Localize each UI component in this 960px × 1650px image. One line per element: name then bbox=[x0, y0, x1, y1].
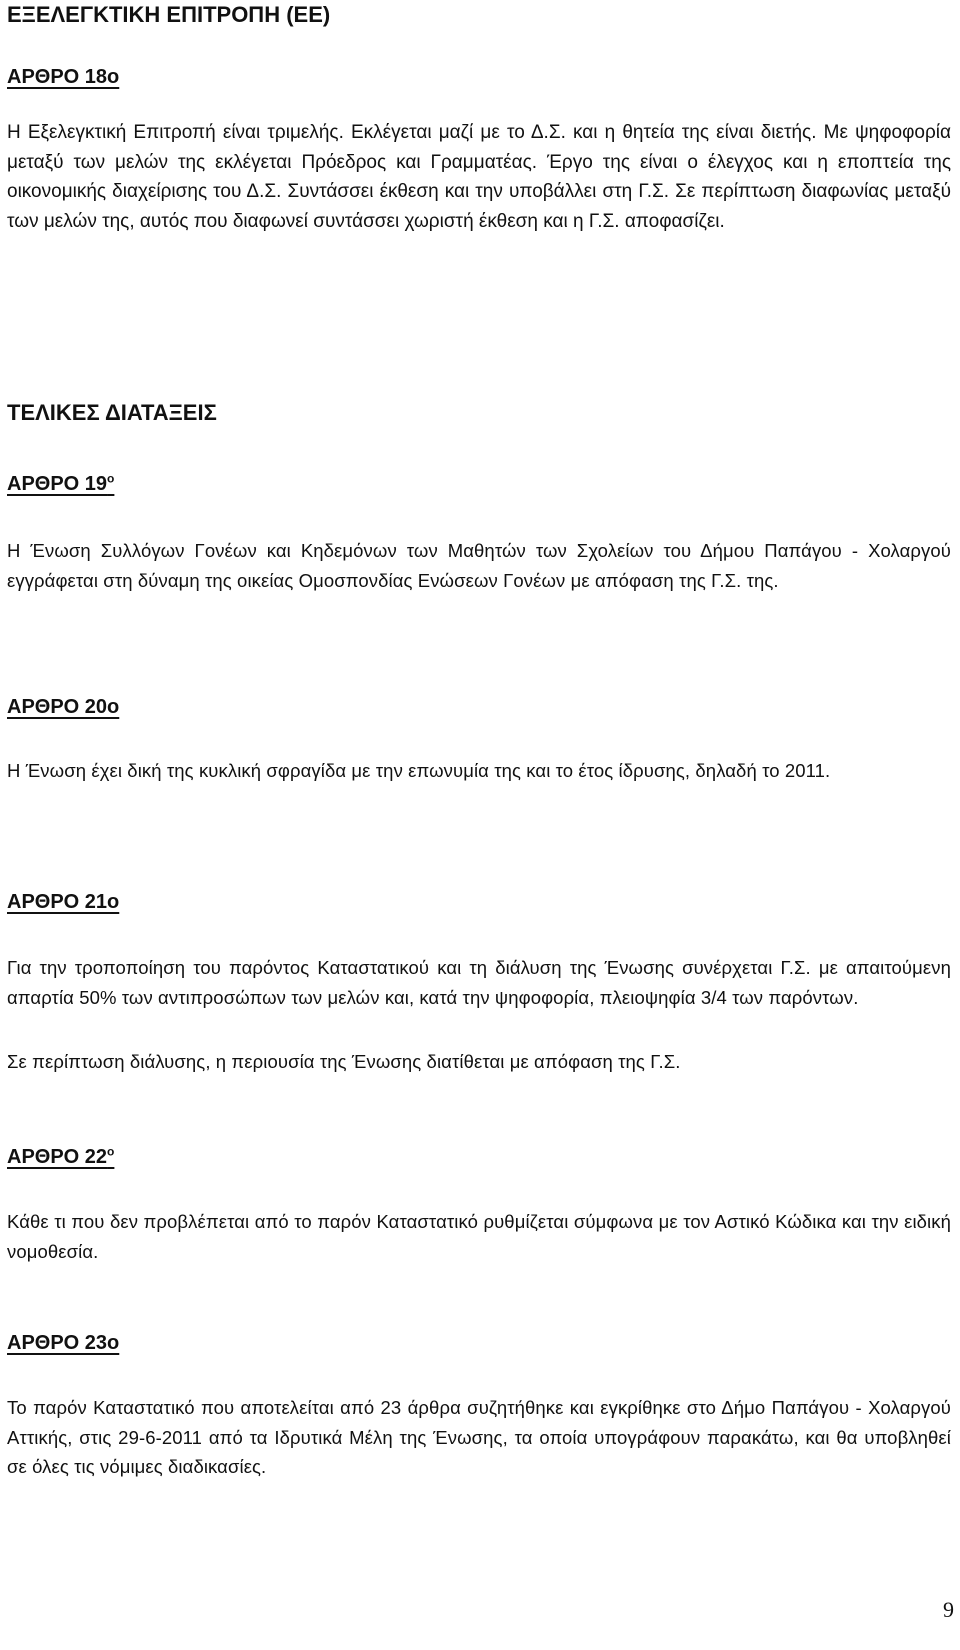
article-20-title: ΑΡΘΡΟ 20ο bbox=[7, 696, 120, 718]
section-title-final-provisions: ΤΕΛΙΚΕΣ ΔΙΑΤΑΞΕΙΣ bbox=[7, 400, 217, 425]
article-22-title: ΑΡΘΡΟ 22 bbox=[7, 1146, 108, 1168]
article-19-title: ΑΡΘΡΟ 19 bbox=[7, 473, 108, 495]
article-18-text: Η Εξελεγκτική Επιτροπή είναι τριμελής. Εκλέγεται μαζί με το Δ.Σ. και η θητεία της είναι διετής. Με ψηφοφορία μεταξύ των μελών της εκλέγεται Πρόεδρος και Γραμματέας. Έργο της είναι ο έλεγχος και η εποπτεία της οικονομικής διαχείρισης του Δ.Σ. Συντάσσει έκθεση και την υποβάλλει στη Γ.Σ. Σε περίπτωση διαφωνίας μεταξύ των μελών της, αυτός που διαφωνεί συντάσσει χωριστή έκθεση και η Γ.Σ. αποφασίζει. bbox=[7, 122, 951, 232]
article-23-text: Το παρόν Καταστατικό που αποτελείται από 23 άρθρα συζητήθηκε και εγκρίθηκε στο Δήμο Παπάγου - Χολαργού Αττικής, στις 29-6-2011 από τα Ιδρυτικά Μέλη της Ένωσης, τα οποία υπογράφουν παρακάτω, και θα υποβληθεί σε όλες τις νόμιμες διαδικασίες. bbox=[7, 1397, 951, 1477]
article-19-title-superscript: ο bbox=[107, 471, 115, 486]
section-title-audit-committee: ΕΞΕΛΕΓΚΤΙΚΗ ΕΠΙΤΡΟΠΗ (ΕΕ) bbox=[7, 2, 331, 27]
article-22-text: Κάθε τι που δεν προβλέπεται από το παρόν Καταστατικό ρυθμίζεται σύμφωνα με τον Αστικό Κώδικα και την ειδική νομοθεσία. bbox=[7, 1211, 951, 1262]
article-21-text: Για την τροποποίηση του παρόντος Καταστατικού και τη διάλυση της Ένωσης συνέρχεται Γ.Σ. με απαιτούμενη απαρτία 50% των αντιπροσώπων των μελών και, κατά την ψηφοφορία, πλειοψηφία 3/4 των παρόντων. bbox=[7, 957, 951, 1008]
article-19-text: Η Ένωση Συλλόγων Γονέων και Κηδεμόνων των Μαθητών των Σχολείων του Δήμου Παπάγου - Χολαργού εγγράφεται στη δύναμη της οικείας Ομοσπονδίας Ενώσεων Γονέων με απόφαση της Γ.Σ. της. bbox=[7, 540, 951, 591]
page-number: 9 bbox=[943, 1597, 954, 1622]
article-22-title-superscript: ο bbox=[107, 1144, 115, 1159]
article-20-text: Η Ένωση έχει δική της κυκλική σφραγίδα με την επωνυμία της και το έτος ίδρυσης, δηλαδή το 2011. bbox=[7, 760, 831, 781]
article-23-title: ΑΡΘΡΟ 23ο bbox=[7, 1332, 120, 1354]
article-21-title: ΑΡΘΡΟ 21ο bbox=[7, 891, 120, 913]
article-19-heading bbox=[7, 470, 951, 498]
article-21-text-dissolution: Σε περίπτωση διάλυσης, η περιουσία της Ένωσης διατίθεται με απόφαση της Γ.Σ. bbox=[7, 1051, 681, 1072]
article-22-heading bbox=[7, 1143, 951, 1171]
article-18-title: ΑΡΘΡΟ 18ο bbox=[7, 66, 120, 88]
